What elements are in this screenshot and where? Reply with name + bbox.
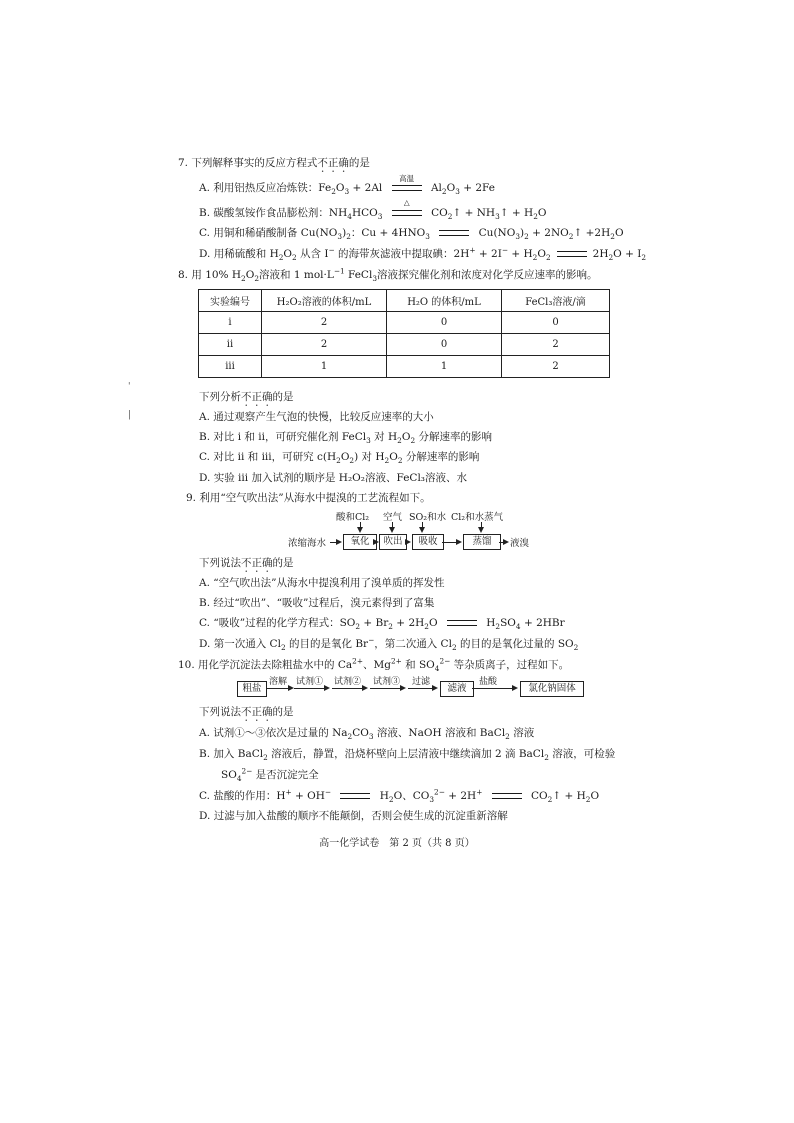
question-9-stem: 9. 利用“空气吹出法”从海水中提溴的工艺流程如下。: [186, 492, 431, 504]
flow-nacl-solid: 氯化钠固体: [520, 681, 584, 697]
table-cell: 0: [387, 312, 502, 334]
table-cell: ii: [199, 334, 262, 356]
table-cell: 2: [262, 312, 387, 334]
question-10-stem: 10. 用化学沉淀法去除粗盐水中的 $Ca^{2+}$、$Mg^{2+}$ 和 $SO_4^{2-}$ 等杂质离子，过程如下。: [178, 656, 570, 674]
table-cell: 2: [502, 334, 610, 356]
flow-reagent-label: Cl₂和水蒸气: [451, 512, 504, 523]
flow-reagent-label: 酸和Cl₂: [336, 512, 370, 523]
table-cell: 0: [502, 312, 610, 334]
flow-step-label: 盐酸: [479, 677, 498, 687]
q7-option-b: B. 碳酸氢铵作食品膨松剂：$NH_4HCO_3$ △ $CO_2↑$ + $NH_3↑ + H_2O$: [199, 198, 547, 222]
table-cell: 2: [262, 334, 387, 356]
table-cell: i: [199, 312, 262, 334]
q8-option-d: D. 实验 iii 加入试剂的顺序是 H₂O₂溶液、FeCl₃溶液、水: [199, 472, 468, 484]
q9-option-b: B. 经过“吹出”、“吸收”过程后，溴元素得到了富集: [199, 597, 435, 609]
flow-step-label: 过滤: [412, 677, 431, 687]
flow-arrow: [375, 542, 377, 543]
flow-arrow: [405, 542, 409, 543]
q10-option-d: D. 过滤与加入盐酸的顺序不能颠倒，否则会使生成的沉淀重新溶解: [199, 810, 508, 822]
flow-arrow: [499, 542, 507, 543]
flow-arrow: [332, 688, 366, 689]
q7-option-c: C. 用铜和稀硝酸制备 $Cu(NO_3)_2$：$Cu + 4HNO_3$ $Cu(NO_3)_2$ + $2NO_2↑ +2H_2O$: [199, 227, 624, 242]
flow-step-distill: 蒸馏: [463, 534, 501, 550]
table-row: [199, 312, 610, 334]
page-footer: 高一化学试卷 第 2 页（共 8 页）: [319, 838, 475, 849]
flow-step-label: 试剂①: [296, 677, 324, 687]
table-header: FeCl₃溶液/滴: [502, 290, 610, 312]
flow-filtrate: 滤液: [440, 681, 474, 697]
margin-mark: ': [128, 382, 131, 392]
table-cell: 2: [502, 356, 610, 378]
table-header: H₂O₂溶液的体积/mL: [262, 290, 387, 312]
table-cell: iii: [199, 356, 262, 378]
flow-arrow: [370, 688, 404, 689]
flow-arrow: [392, 522, 393, 531]
q10-sub-stem: 下列说法不正确的是: [199, 706, 294, 718]
flow-arrow: [408, 688, 436, 689]
q8-option-a: A. 通过观察产生气泡的快慢，比较反应速率的大小: [199, 411, 434, 423]
flow-step-oxidize: 氧化: [343, 534, 377, 550]
table-cell: 1: [387, 356, 502, 378]
q9-option-a: A. “空气吹出法”从海水中提溴利用了溴单质的挥发性: [199, 577, 445, 589]
q10-option-b: B. 加入 BaCl$_2$ 溶液后，静置，沿烧杯壁向上层清液中继续滴加 2 滴 BaCl$_2$ 溶液，可检验: [199, 748, 616, 763]
flow-step-label: 试剂②: [334, 677, 362, 687]
question-8-stem: 8. 用 10% $H_2O_2$溶液和 1 $mol\cdot L^{-1}$ FeCl$_3$溶液探究催化剂和浓度对化学反应速率的影响。: [178, 266, 598, 284]
q9-option-d: D. 第一次通入 $Cl_2$ 的目的是氧化 Br−，第二次通入 $Cl_2$ 的目的是氧化过量的 $SO_2$: [199, 635, 579, 653]
q10-option-a: A. 试剂①～③依次是过量的 $Na_2CO_3$ 溶液、NaOH 溶液和 BaCl$_2$ 溶液: [199, 727, 535, 742]
flow-step-label: 试剂③: [373, 677, 401, 687]
q7-option-a: A. 利用铝热反应冶炼铁：$Fe_2O_3 + 2Al$ 高温 $Al_2O_3 + 2Fe$: [199, 174, 495, 197]
flow-arrow: [266, 688, 292, 689]
table-row: [199, 334, 610, 356]
table-row: [199, 356, 610, 378]
flow-arrow: [422, 522, 423, 531]
q10-option-c: C. 盐酸的作用：H+ + OH− $H_2O$、$CO_3^{2-} + 2H^+$ $CO_2↑ + H_2O$: [199, 787, 600, 805]
flow-arrow: [442, 542, 460, 543]
q9-option-c: C. “吸收”过程的化学方程式：$SO_2 + Br_2 + 2H_2O$ $H_2SO_4 + 2HBr$: [199, 617, 565, 632]
q8-option-c: C. 对比 ii 和 iii，可研究 $c(H_2O_2)$ 对 $H_2O_2$ 分解速率的影响: [199, 451, 480, 466]
experiment-table: [198, 289, 610, 378]
flow-step-blow: 吹出: [379, 534, 407, 550]
q7-option-d: D. 用稀硫酸和 $H_2O_2$ 从含 I− 的海带灰滤液中提取碘：$2H^+ + 2I^- + H_2O_2$ $2H_2O + I_2$: [199, 245, 647, 263]
table-header: H₂O 的体积/mL: [387, 290, 502, 312]
flow-arrow: [294, 688, 328, 689]
flow-arrow: [472, 688, 516, 689]
flow-start: 浓缩海水: [288, 538, 327, 549]
flow-crude-salt: 粗盐: [237, 681, 267, 697]
margin-mark: |: [128, 410, 132, 420]
flow-end: 液溴: [510, 538, 530, 549]
table-cell: 0: [387, 334, 502, 356]
q8-option-b: B. 对比 i 和 ii，可研究催化剂 FeCl$_3$ 对 $H_2O_2$ 分解速率的影响: [199, 431, 492, 446]
flow-arrow: [481, 522, 482, 531]
q9-sub-stem: 下列说法不正确的是: [199, 557, 294, 569]
flow-step-label: 溶解: [269, 677, 288, 687]
flow-reagent-label: 空气: [383, 512, 403, 523]
flow-reagent-label: SO₂和水: [409, 512, 447, 523]
question-7-stem: 7. 下列解释事实的反应方程式不正确的是: [178, 157, 370, 169]
flow-arrow: [360, 522, 361, 531]
table-header: 实验编号: [199, 290, 262, 312]
flow-step-absorb: 吸收: [412, 534, 444, 550]
table-cell: 1: [262, 356, 387, 378]
q10-option-b-cont: $SO_4^{2-}$ 是否沉淀完全: [221, 766, 319, 784]
q8-sub-stem: 下列分析不正确的是: [199, 391, 294, 403]
flow-arrow: [330, 542, 340, 543]
